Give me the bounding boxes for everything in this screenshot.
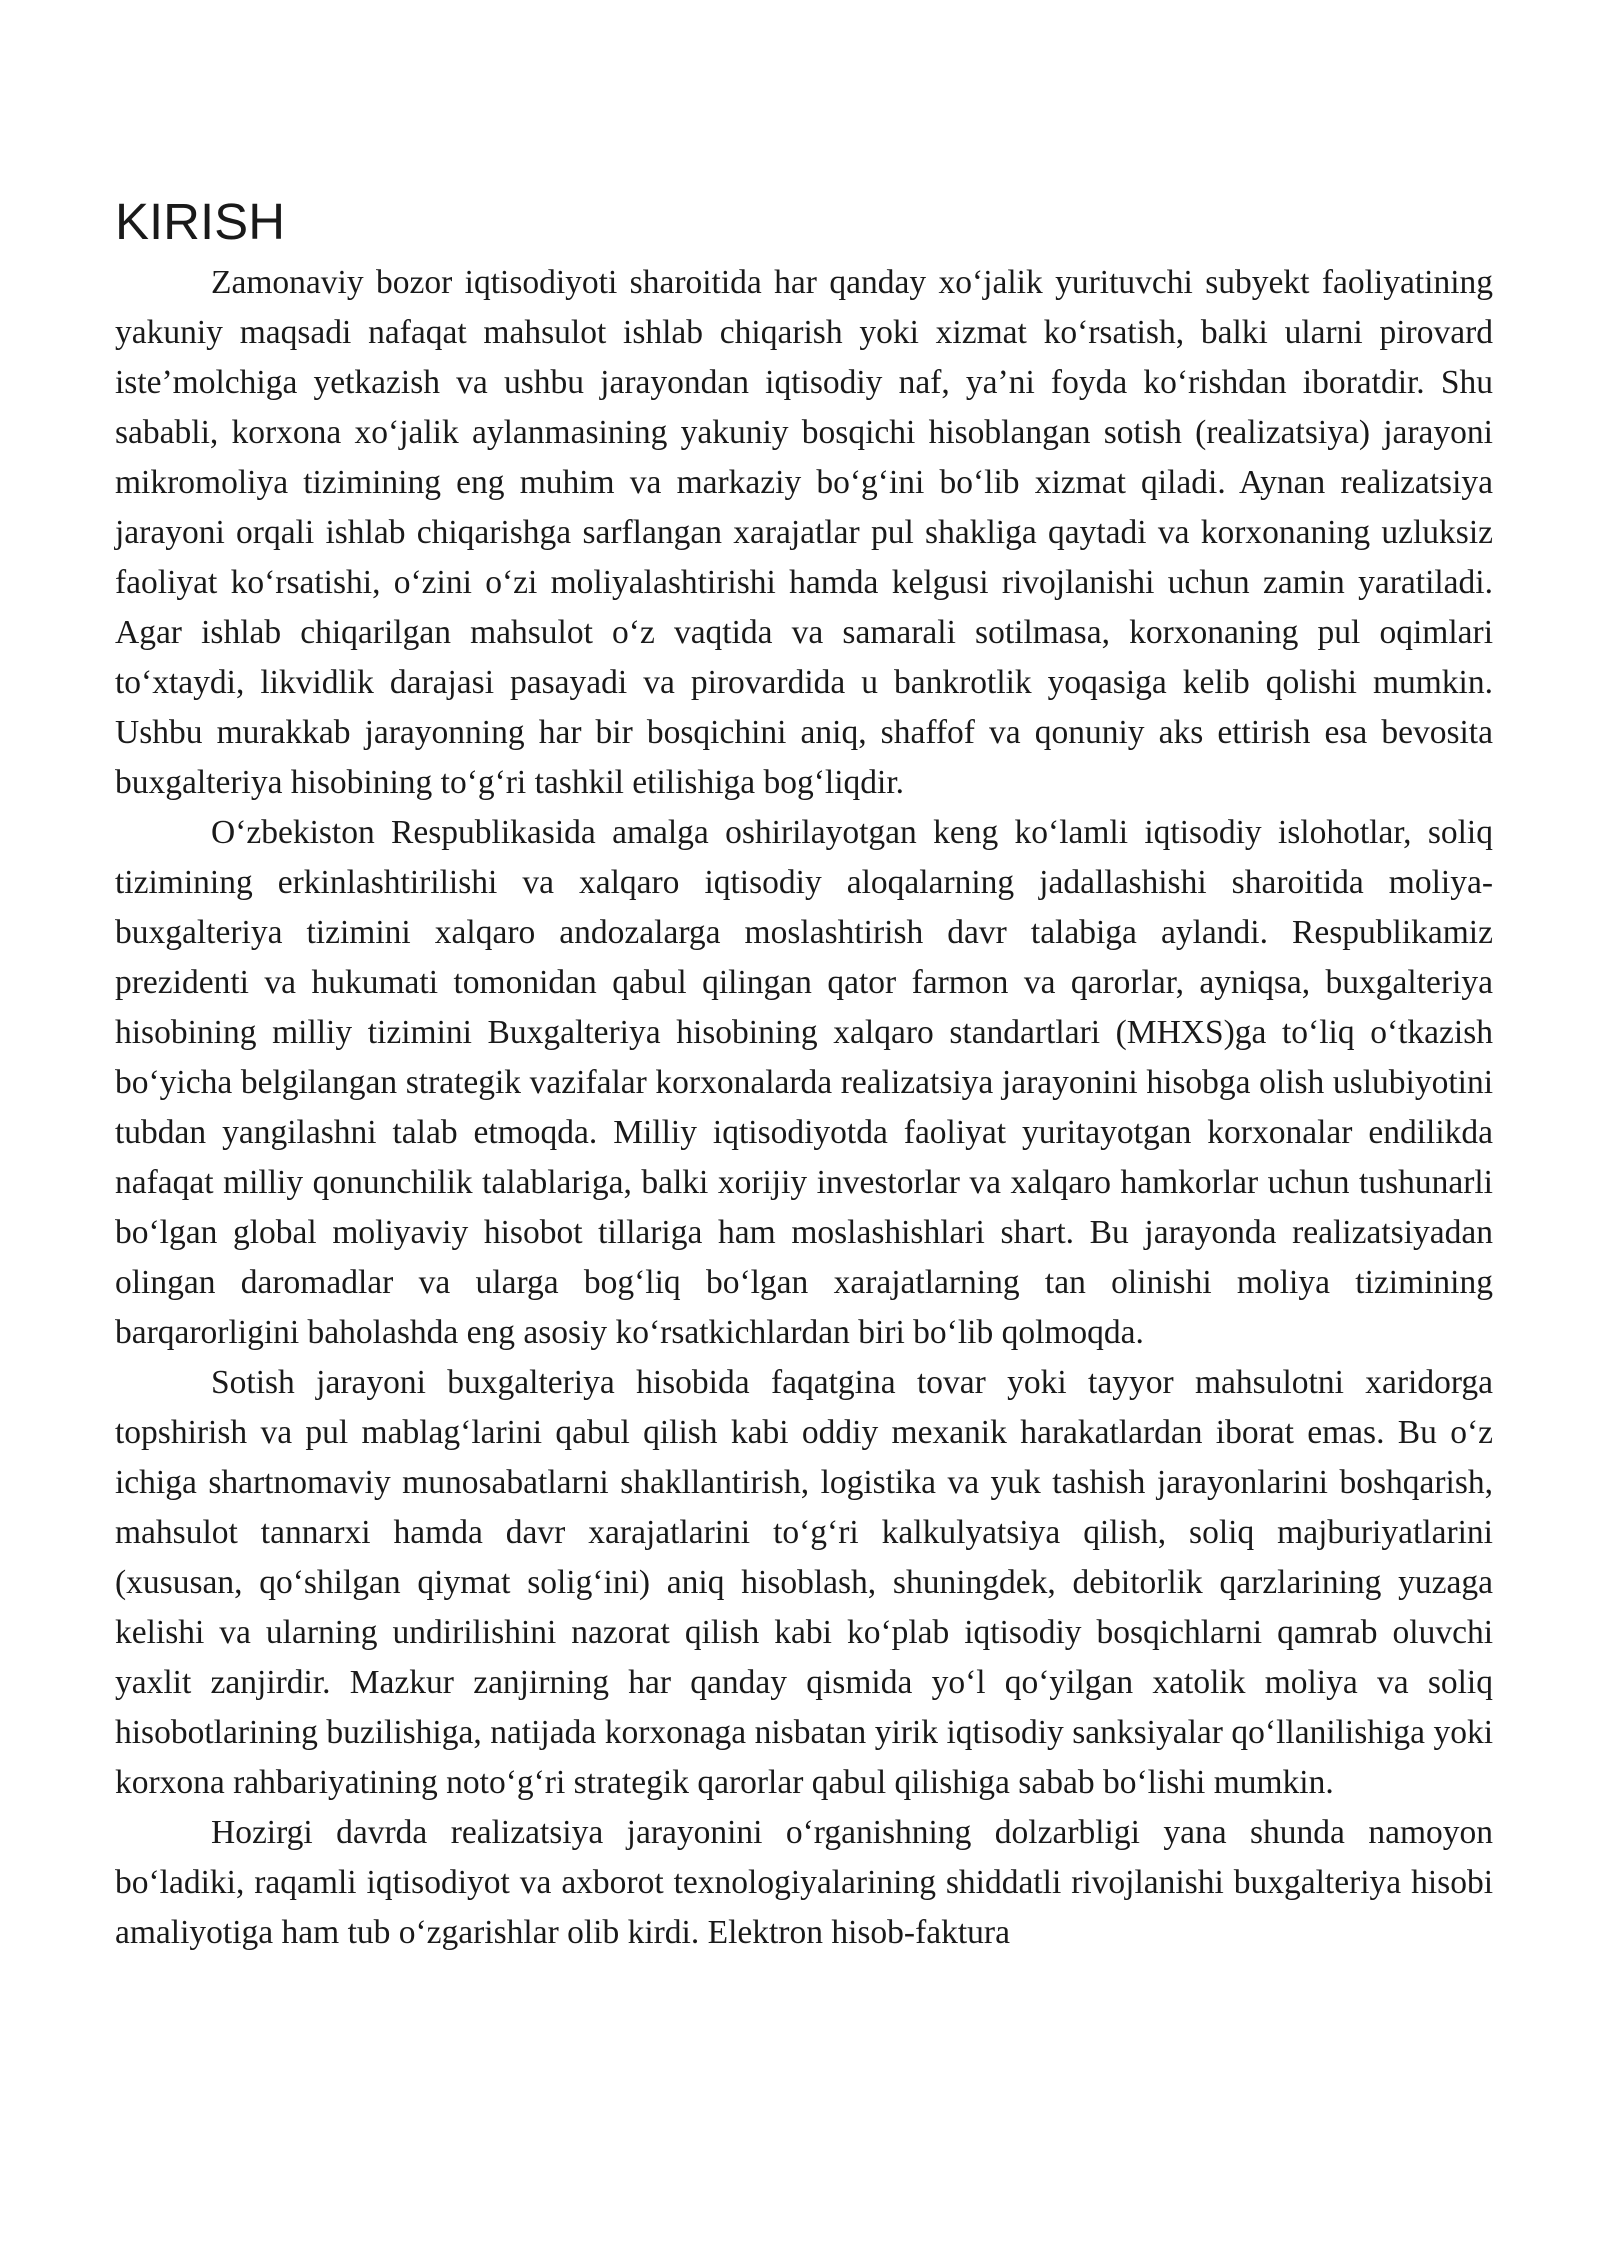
- document-page: [115, 190, 1493, 1958]
- paragraph-4: Hozirgi davrda realizatsiya jarayonini oʻrganishning dolzarbligi yana shunda namoyon boʻladiki, raqamli iqtisodiyot va axborot texnologiyalarining shiddatli rivojlanishi buxgalteriya hisobi amaliyotiga ham tub oʻzgarishlar olib kirdi. Elektron hisob-faktura: [115, 1814, 1493, 1951]
- paragraph-3: Sotish jarayoni buxgalteriya hisobida faqatgina tovar yoki tayyor mahsulotni xaridorga topshirish va pul mablagʻlarini qabul qilish kabi oddiy mexanik harakatlardan iborat emas. Bu oʻz ichiga shartnomaviy munosabatlarni shakllantirish, logistika va yuk tashish jarayonlarini boshqarish, mahsulot tannarxi hamda davr xarajatlarini toʻgʻri kalkulyatsiya qilish, soliq majburiyatlarini (xususan, qoʻshilgan qiymat soligʻini) aniq hisoblash, shuningdek, debitorlik qarzlarining yuzaga kelishi va ularning undirilishini nazorat qilish kabi koʻplab iqtisodiy bosqichlarni qamrab oluvchi yaxlit zanjirdir. Mazkur zanjirning har qanday qismida yoʻl qoʻyilgan xatolik moliya va soliq hisobotlarining buzilishiga, natijada korxonaga nisbatan yirik iqtisodiy sanksiyalar qoʻllanilishiga yoki korxona rahbariyatining notoʻgʻri strategik qarorlar qabul qilishiga sabab boʻlishi mumkin.: [115, 1364, 1493, 1801]
- paragraph-1: Zamonaviy bozor iqtisodiyoti sharoitida har qanday xoʻjalik yurituvchi subyekt faoliyatining yakuniy maqsadi nafaqat mahsulot ishlab chiqarish yoki xizmat koʻrsatish, balki ularni pirovard isteʼmolchiga yetkazish va ushbu jarayondan iqtisodiy naf, yaʼni foyda koʻrishdan iboratdir. Shu sababli, korxona xoʻjalik aylanmasining yakuniy bosqichi hisoblangan sotish (realizatsiya) jarayoni mikromoliya tizimining eng muhim va markaziy boʻgʻini boʻlib xizmat qiladi. Aynan realizatsiya jarayoni orqali ishlab chiqarishga sarflangan xarajatlar pul shakliga qaytadi va korxonaning uzluksiz faoliyat koʻrsatishi, oʻzini oʻzi moliyalashtirishi hamda kelgusi rivojlanishi uchun zamin yaratiladi. Agar ishlab chiqarilgan mahsulot oʻz vaqtida va samarali sotilmasa, korxonaning pul oqimlari toʻxtaydi, likvidlik darajasi pasayadi va pirovardida u bankrotlik yoqasiga kelib qolishi mumkin. Ushbu murakkab jarayonning har bir bosqichini aniq, shaffof va qonuniy aks ettirish esa bevosita buxgalteriya hisobining toʻgʻri tashkil etilishiga bogʻliqdir.: [115, 264, 1493, 801]
- section-heading: KIRISH: [115, 193, 286, 250]
- paragraph-2: Oʻzbekiston Respublikasida amalga oshirilayotgan keng koʻlamli iqtisodiy islohotlar, soliq tizimining erkinlashtirilishi va xalqaro iqtisodiy aloqalarning jadallashishi sharoitida moliya-buxgalteriya tizimini xalqaro andozalarga moslashtirish davr talabiga aylandi. Respublikamiz prezidenti va hukumati tomonidan qabul qilingan qator farmon va qarorlar, ayniqsa, buxgalteriya hisobining milliy tizimini Buxgalteriya hisobining xalqaro standartlari (MHXS)ga toʻliq oʻtkazish boʻyicha belgilangan strategik vazifalar korxonalarda realizatsiya jarayonini hisobga olish uslubiyotini tubdan yangilashni talab etmoqda. Milliy iqtisodiyotda faoliyat yuritayotgan korxonalar endilikda nafaqat milliy qonunchilik talablariga, balki xorijiy investorlar va xalqaro hamkorlar uchun tushunarli boʻlgan global moliyaviy hisobot tillariga ham moslashishlari shart. Bu jarayonda realizatsiyadan olingan daromadlar va ularga bogʻliq boʻlgan xarajatlarning tan olinishi moliya tizimining barqarorligini baholashda eng asosiy koʻrsatkichlardan biri boʻlib qolmoqda.: [115, 814, 1493, 1351]
